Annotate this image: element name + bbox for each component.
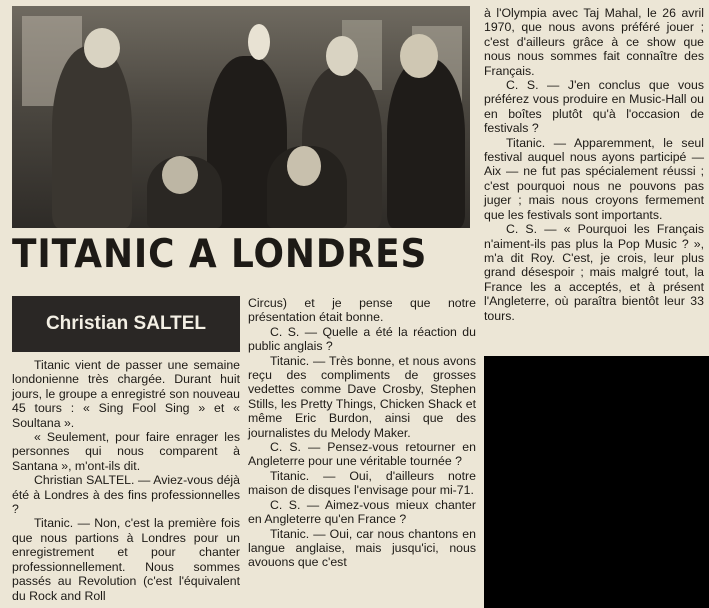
byline-box xyxy=(12,296,240,352)
black-block xyxy=(484,356,709,608)
paragraph: C. S. — « Pourquoi les Français n'aiment-ils pas plus la Pop Music ? », m'a dit Roy. C'est, je crois, leur plus grand désespoir ; mais malgré tout, la France les a acceptés, et à présent l'Angleterre, où paraîtra bientôt leur 33 tours. xyxy=(484,222,704,323)
paragraph: Circus) et je pense que notre présentation était bonne. xyxy=(248,296,476,325)
paragraph: Titanic. — Très bonne, et nous avons reçu des compliments de grosses vedettes comme Dave Crosby, Stephen Stills, les Pretty Things, Chicken Shack et même Eric Burdon, ainsi que des journalistes du Melody Maker. xyxy=(248,353,476,440)
paragraph: Titanic. — Oui, d'ailleurs notre maison de disques l'envisage pour mi-71. xyxy=(248,468,476,498)
paragraph: Titanic. — Non, c'est la première fois que nous partions à Londres pour un enregistrement et pour chanter professionnellement. Nous sommes passés au Revolution (c'est l'équivalent du Rock and Roll xyxy=(12,516,240,603)
paragraph: à l'Olympia avec Taj Mahal, le 26 avril 1970, que nous avons préféré jouer ; c'est d'ailleurs grâce à ce show que nous nous sommes fait connaître des Français. xyxy=(484,6,704,78)
byline: Christian SALTEL xyxy=(45,313,207,334)
paragraph: Titanic vient de passer une semaine londonienne très chargée. Durant huit jours, le groupe a enregistré son nouveau 45 tours : « Sing Fool Sing » et « Soultana ». xyxy=(12,358,240,430)
column-2 xyxy=(248,296,476,570)
paragraph: « Seulement, pour faire enrager les personnes qui nous comparent à Santana », m'ont-ils dit. xyxy=(12,430,240,473)
article-headline: TITANIC A LONDRES xyxy=(12,232,428,277)
paragraph: Titanic. — Apparemment, le seul festival auquel nous ayons participé — Aix — ne fut pas spécialement réussi ; c'est pourquoi nous ne pouvons pas juger ; mais nous croyons fermement que les festivals sont importants. xyxy=(484,135,704,222)
paragraph: Christian SALTEL. — Aviez-vous déjà été à Londres à des fins professionnelles ? xyxy=(12,473,240,517)
paragraph: Titanic. — Oui, car nous chantons en langue anglaise, mais jusqu'ici, nous avouons que c'est xyxy=(248,526,476,570)
column-1 xyxy=(12,358,240,603)
paragraph: C. S. — J'en conclus que vous préférez vous produire en Music-Hall ou en boîtes plutôt qu'à l'occasion de festivals ? xyxy=(484,78,704,136)
column-3 xyxy=(484,6,704,323)
band-photo xyxy=(12,6,470,228)
paragraph: C. S. — Quelle a été la réaction du public anglais ? xyxy=(248,324,476,354)
paragraph: C. S. — Aimez-vous mieux chanter en Angleterre qu'en France ? xyxy=(248,497,476,527)
paragraph: C. S. — Pensez-vous retourner en Angleterre pour une véritable tournée ? xyxy=(248,440,476,469)
